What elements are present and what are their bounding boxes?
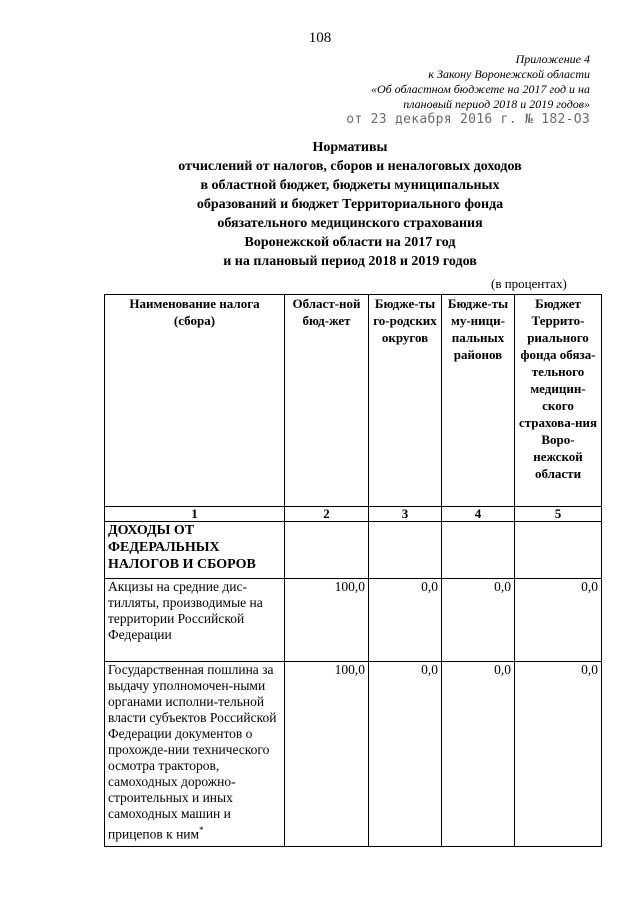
column-number: 2 xyxy=(285,507,369,522)
title-line: обязательного медицинского страхования xyxy=(217,216,483,231)
column-number: 3 xyxy=(369,507,442,522)
section-row xyxy=(105,522,602,579)
column-number-row xyxy=(105,507,602,522)
empty-cell xyxy=(442,522,515,579)
units-label: (в процентах) xyxy=(491,276,567,291)
table-row xyxy=(105,662,602,847)
norms-table xyxy=(104,294,602,847)
tax-name-cell xyxy=(105,662,285,847)
header-medical-fund-budget: Бюджет Террито-риального фонда обяза-тельного медицин-ского страхова-ния Воро-нежской области xyxy=(515,295,602,507)
column-number: 4 xyxy=(442,507,515,522)
footnote-mark: * xyxy=(199,825,204,835)
appendix-line: плановый период 2018 и 2019 годов» xyxy=(403,97,590,111)
appendix-note xyxy=(230,52,590,112)
empty-cell xyxy=(285,522,369,579)
header-regional-budget: Област-ной бюд-жет xyxy=(285,295,369,507)
tax-name-text: Государственная пошлина за выдачу уполномочен-ными органами исполни-тельной власти субъектов Российской Федерации документов о прохожде-нии технического осмотра тракторов, самоходных дорожно-строительных и иных самоходных машин и прицепов к ним xyxy=(108,662,277,842)
title-line: и на плановый период 2018 и 2019 годов xyxy=(223,254,477,269)
page-number: 108 xyxy=(308,30,332,46)
value-cell: 0,0 xyxy=(442,662,515,847)
section-title: ДОХОДЫ ОТ ФЕДЕРАЛЬНЫХ НАЛОГОВ И СБОРОВ xyxy=(105,522,285,579)
law-date-stamp: от 23 декабря 2016 г. № 182-ОЗ xyxy=(346,112,590,127)
tax-name-cell: Акцизы на средние дис-тилляты, производимые на территории Российской Федерации xyxy=(105,579,285,662)
appendix-line: Приложение 4 xyxy=(515,52,590,66)
title-line: Нормативы xyxy=(312,140,388,155)
value-cell: 100,0 xyxy=(285,662,369,847)
header-city-budgets: Бюдже-ты го-родских округов xyxy=(369,295,442,507)
title-line: образований и бюджет Территориального фонда xyxy=(196,197,504,212)
title-line: отчислений от налогов, сборов и неналоговых доходов xyxy=(178,159,522,174)
column-number: 5 xyxy=(515,507,602,522)
value-cell: 0,0 xyxy=(369,579,442,662)
header-row xyxy=(105,295,602,507)
appendix-line: к Закону Воронежской области xyxy=(428,67,590,81)
title-line: Воронежской области на 2017 год xyxy=(244,235,456,250)
document-title xyxy=(120,138,580,271)
value-cell: 0,0 xyxy=(369,662,442,847)
value-cell: 100,0 xyxy=(285,579,369,662)
empty-cell xyxy=(369,522,442,579)
value-cell: 0,0 xyxy=(442,579,515,662)
appendix-line: «Об областном бюджете на 2017 год и на xyxy=(370,82,590,96)
title-line: в областной бюджет, бюджеты муниципальных xyxy=(200,178,500,193)
value-cell: 0,0 xyxy=(515,662,602,847)
table-row xyxy=(105,579,602,662)
header-district-budgets: Бюдже-ты му-ници-пальных районов xyxy=(442,295,515,507)
header-tax-name: Наименование налога (сбора) xyxy=(105,295,285,507)
empty-cell xyxy=(515,522,602,579)
value-cell: 0,0 xyxy=(515,579,602,662)
column-number: 1 xyxy=(105,507,285,522)
